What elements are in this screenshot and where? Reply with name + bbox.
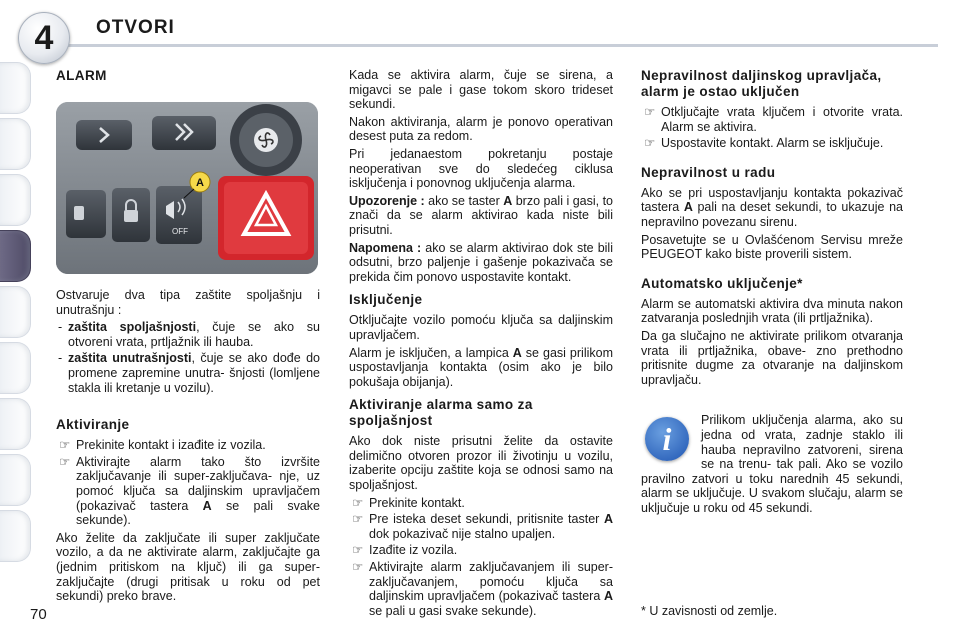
alarm-intro: Ostvaruje dva tipa zaštite spoljašnju i unutrašnju : [56, 288, 320, 317]
list-item: ☞ Pre isteka deset sekundi, pritisnite taster A dok pokazivač nije stalno upaljen. [352, 512, 613, 541]
chapter-tab[interactable] [0, 62, 31, 114]
paragraph: Posavetujte se u Ovlašćenom Servisu mreže PEUGEOT kako biste proverili sistem. [641, 232, 903, 262]
info-icon: i [645, 417, 689, 461]
section-title-deactivation: Isključenje [349, 292, 423, 308]
column-3 [641, 68, 903, 518]
chapter-tab[interactable] [0, 398, 31, 450]
footnote: * U zavisnosti od zemlje. [641, 604, 778, 618]
section-title-malfunction: Nepravilnost u radu [641, 164, 776, 180]
list-item: ☞ Uspostavite kontakt. Alarm se isključuje. [644, 136, 884, 151]
section-title-exterior-only: Aktiviranje alarma samo za spoljašnjost [349, 397, 533, 429]
section-title-auto-activation: Automatsko uključenje* [641, 275, 803, 291]
paragraph: Pri jedanaestom pokretanju postaje neoperativan sve do sledećeg ciklusa isključenja i ponovnog uključenja alarma. [349, 146, 613, 191]
pointing-hand-icon: ☞ [644, 136, 656, 151]
list-item: ☞ Otključajte vrata ključem i otvorite vrata. Alarm se aktivira. [644, 105, 903, 134]
activation-note: Ako želite da zaključate ili super zaključate vozilo, a da ne aktivirate alarm, zaključajte ga (jednim pritiskom na ključ) ili ga super-zaključajte (drugi pritisak u roku od pet sekundi) preko brave. [56, 530, 320, 604]
left-arrow-button [76, 120, 132, 150]
chapter-tab[interactable] [0, 510, 31, 562]
dash-icon: - [58, 351, 63, 366]
pointing-hand-icon: ☞ [352, 495, 364, 510]
pointing-hand-icon: ☞ [352, 512, 364, 527]
paragraph: Alarm je isključen, a lampica A se gasi prilikom uspostavljanja kontakta (osim ako je bilo pokušaja obijanja). [349, 345, 613, 389]
chapter-tab-strip [0, 62, 34, 582]
paragraph: Ako dok niste prisutni želite da ostavite delimično otvoren prozor ili životinju u vozilu, izaberite opciju zaštite koja se odnosi samo na spoljašnjost. [349, 434, 613, 493]
column-1 [56, 60, 320, 607]
chapter-tab-active[interactable] [0, 230, 31, 282]
paragraph: Otključajte vozilo pomoću ključa sa daljinskim upravljačem. [349, 313, 613, 342]
protection-types [56, 320, 320, 395]
paragraph: Da ga slučajno ne aktivirate prilikom otvaranja vrata ili prtljažnika, obave- zno prethodno pritisnite dugme za otvaranje na daljinskom upravljaču. [641, 328, 903, 387]
alarm-button-photo [56, 102, 318, 274]
paragraph: Nakon aktiviranja, alarm je ponovo operativan desest puta za redom. [349, 114, 613, 144]
section-title-alarm: ALARM [56, 68, 107, 83]
chapter-tab[interactable] [0, 454, 31, 506]
pointing-hand-icon: ☞ [59, 438, 71, 453]
page-number: 70 [30, 606, 47, 623]
label-a: A [196, 177, 204, 189]
dashboard-illustration [56, 102, 318, 274]
paragraph: Alarm se automatski aktivira dva minuta nakon zatvaranja poslednjih vrata (ili prtljažnika). [641, 296, 903, 326]
list-item: ☞ Aktivirajte alarm zaključavanjem ili super-zaključavanjem, pomoću ključa sa daljinskim upravljačem (pokazivač tastera A se pali u gasi svake sekunde). [352, 560, 613, 618]
warning-paragraph: Upozorenje : ako se taster A brzo pali i gasi, to znači da se alarm aktivirao kada niste bili prisutni. [349, 193, 613, 237]
dash-icon: - [58, 320, 63, 335]
remote-steps [641, 105, 903, 151]
column-2 [349, 68, 613, 621]
header-rule [58, 14, 938, 47]
chapter-tab[interactable] [0, 174, 31, 226]
list-item: ☞ Aktivirajte alarm tako što izvršite zaključavanje ili super-zaključava- nje, uz pomoć ključa sa daljinskim upravljačem (pokazivač tastera A se pali svake sekunde). [59, 454, 320, 528]
list-item: ☞ Prekinite kontakt i izađite iz vozila. [59, 438, 266, 453]
exterior-steps [349, 496, 613, 619]
list-item: ☞ Izađite iz vozila. [352, 543, 458, 558]
pointing-hand-icon: ☞ [59, 454, 71, 469]
section-title-activation: Aktiviranje [56, 417, 130, 433]
info-text: Prilikom uključenja alarma, ako su jedna od vrata, zadnje staklo ili hauba nepravilno zatvoreni, sirena se na trenu- tak pali. Ako se vozilo pravilno zatvori u toku narednih 45 sekundi, alarm se uključuje. U svakom slučaju, alarm se uključuje u roku od 45 sekundi. [641, 413, 903, 515]
paragraph: Kada se aktivira alarm, čuje se sirena, a migavci se pale i gase tokom skoro trideset sekundi. [349, 68, 613, 112]
chapter-tab[interactable] [0, 342, 31, 394]
paragraph: Ako se pri uspostavljanju kontakta pokazivač tastera A pali na deset sekundi, to ukazuje na nepravilno povezanu sirenu. [641, 185, 903, 229]
chapter-tab[interactable] [0, 286, 31, 338]
list-item: ☞ Prekinite kontakt. [352, 495, 465, 510]
pointing-hand-icon: ☞ [644, 105, 656, 119]
pointing-hand-icon: ☞ [352, 560, 364, 575]
alarm-off-label: OFF [172, 227, 188, 236]
list-item: - zaštita spoljašnjosti, čuje se ako su otvoreni vrata, prtljažnik ili hauba. [58, 320, 321, 349]
chapter-tab[interactable] [0, 118, 31, 170]
chapter-number: 4 [18, 12, 70, 64]
pointing-hand-icon: ☞ [352, 543, 364, 558]
section-title-remote-fault: Nepravilnost daljinskog upravljača, alarm je ostao uključen [641, 68, 882, 99]
info-box [641, 413, 903, 515]
activation-steps [56, 438, 320, 528]
page-title: OTVORI [96, 17, 175, 38]
note-paragraph: Napomena : ako se alarm aktivirao dok ste bili odsutni, brzo paljenje i gašenje pokazivača se prekida čim ponovo uspostavite kontakt. [349, 240, 613, 284]
seat-button [66, 190, 106, 238]
list-item: - zaštita unutrašnjosti, čuje se ako dođe do promene zapremine unutra- šnjosti (lomljene stakla ili kretanje u vozilu). [58, 351, 320, 395]
